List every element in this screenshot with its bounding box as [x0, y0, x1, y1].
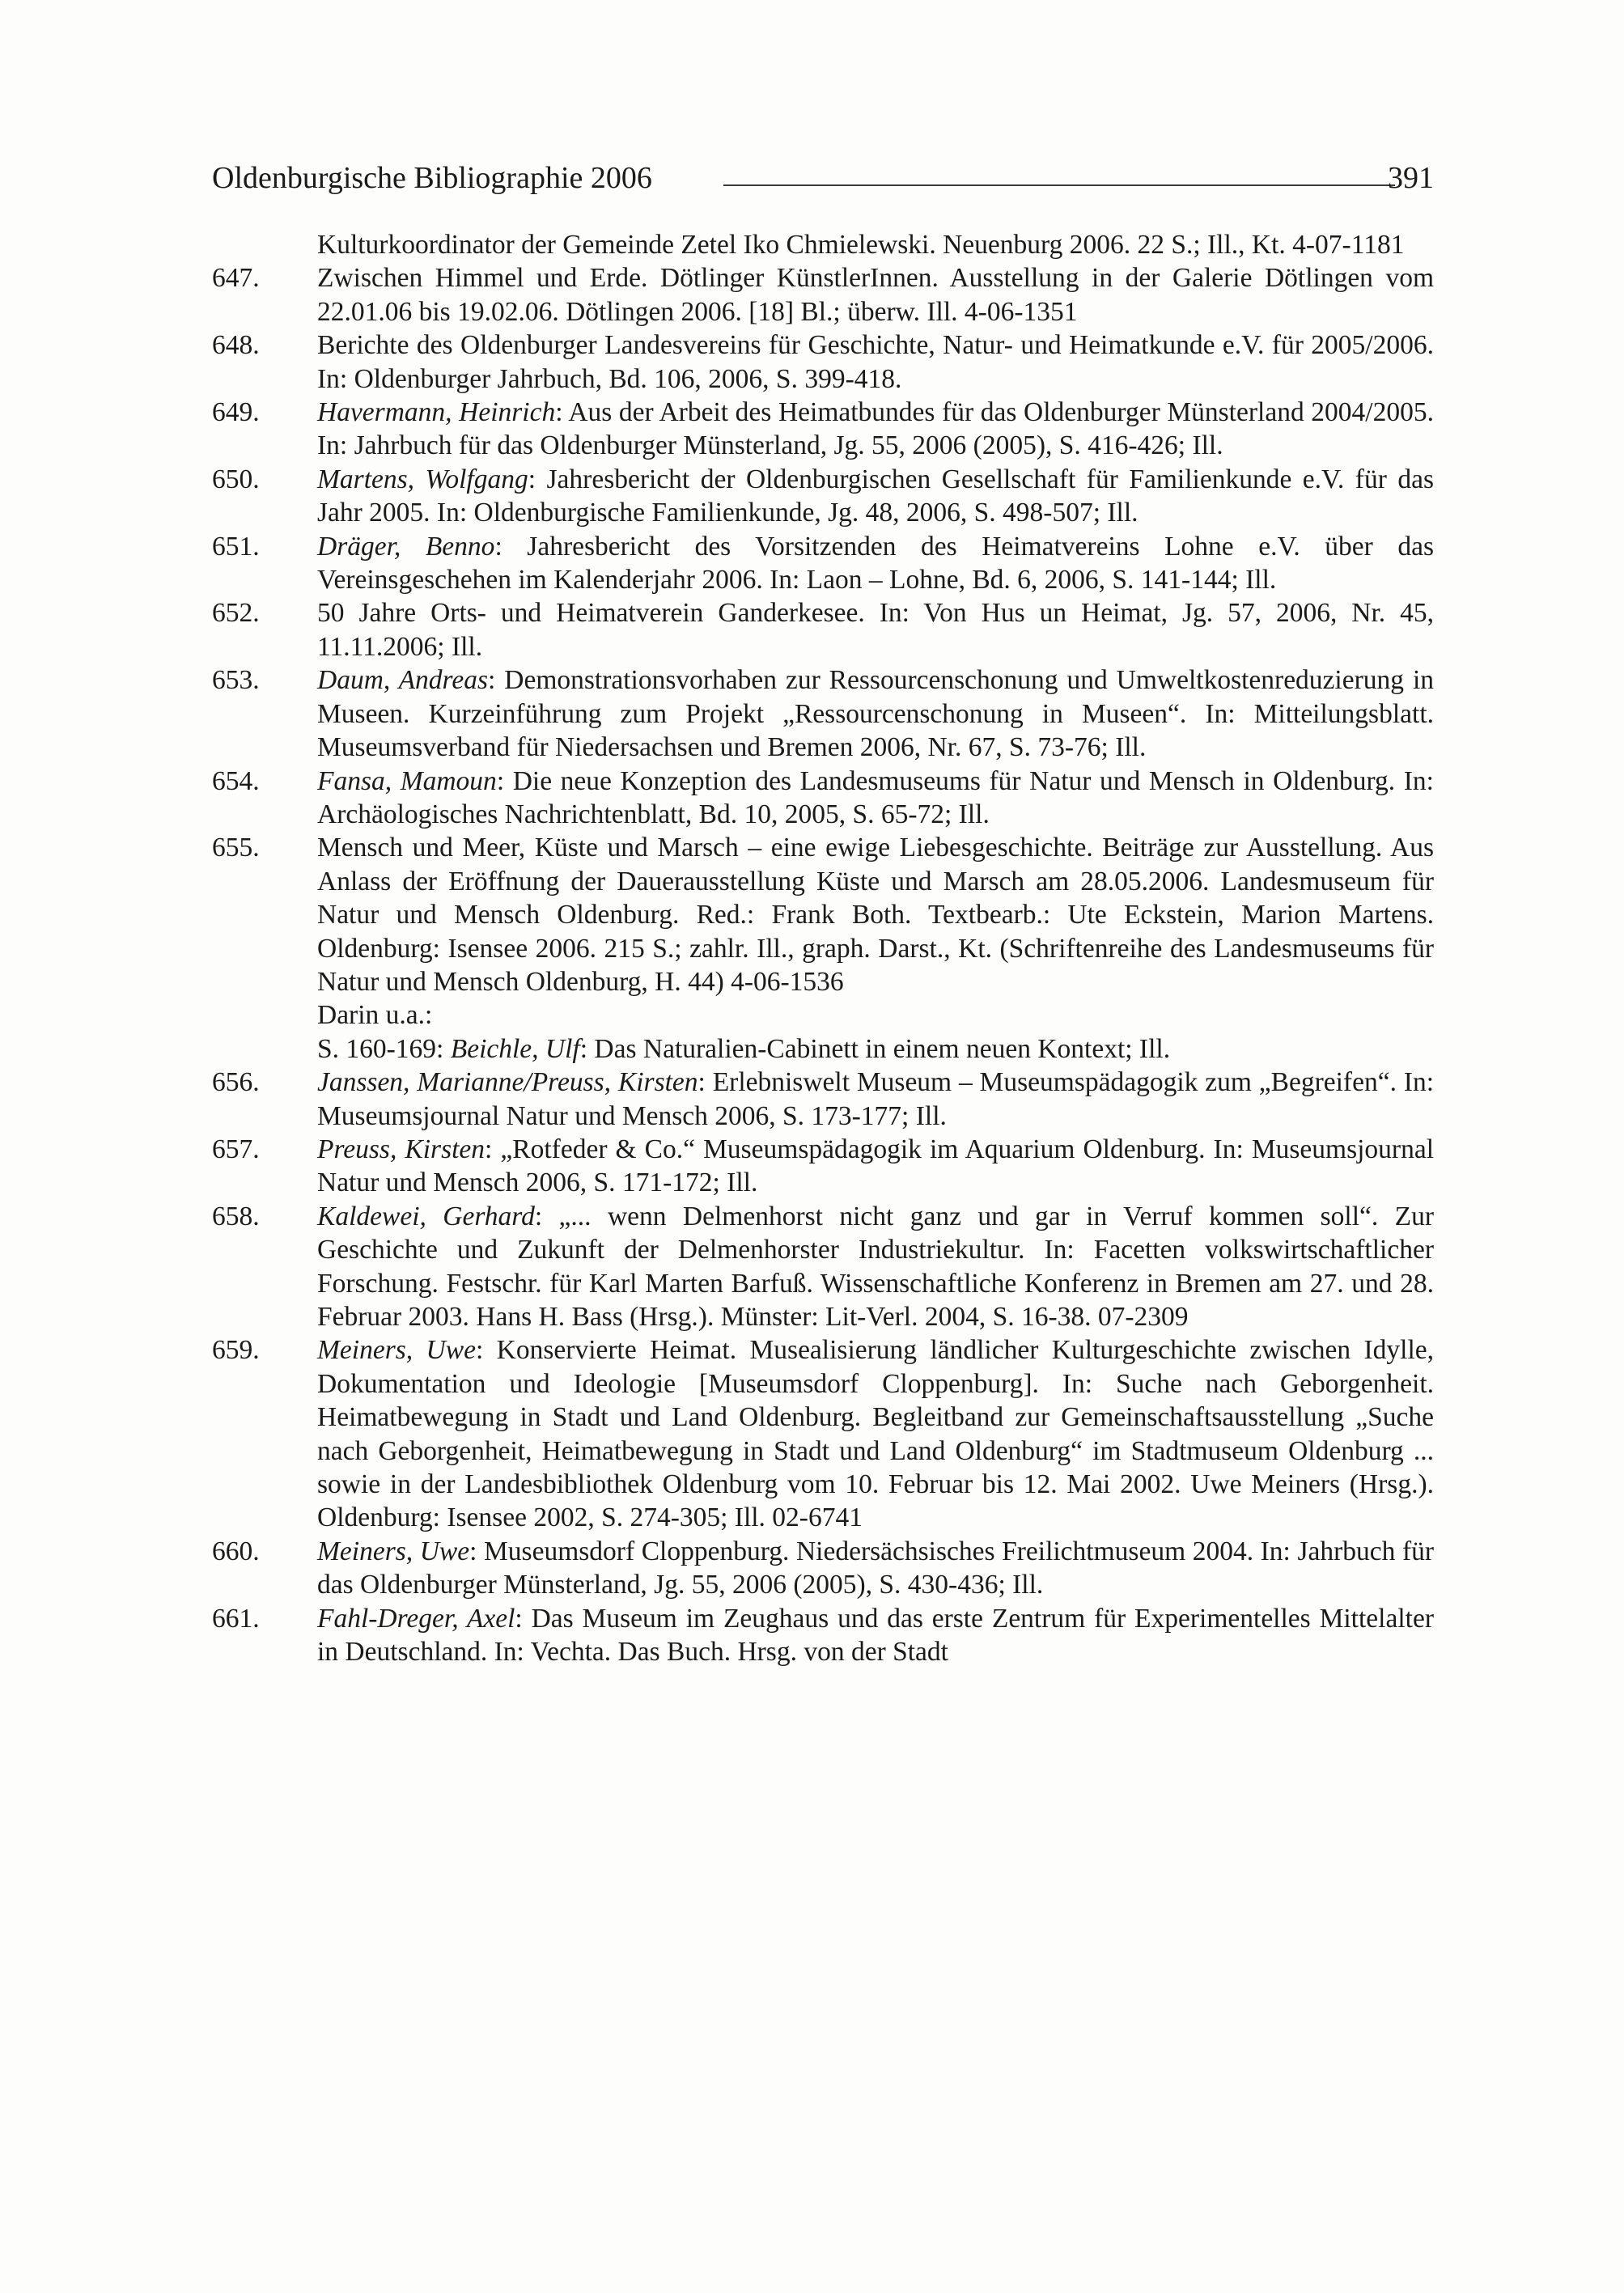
bibliography-entry [212, 1200, 1434, 1334]
entry-text: : Erlebniswelt Museum – Museumspädagogik zum „Begreifen“. In: Museumsjournal Natur und Mensch 2006, S. 173-177; Ill. [317, 1067, 1435, 1131]
entry-contained-item [317, 1032, 1434, 1066]
bibliography-entry [212, 1066, 1434, 1133]
bibliography-entry [212, 1133, 1434, 1200]
entry-text: : „... wenn Delmenhorst nicht ganz und gar in Verruf kommen soll“. Zur Geschichte und Zukunft der Delmenhorster Industriekultur. In: Facetten volkswirtschaftlicher Forschung. Festschr. für Karl Marten Barfuß. Wissenschaftliche Konferenz in Bremen am 27. und 28. Februar 2003. Hans H. Bass (Hrsg.). Münster: Lit-Verl. 2004, S. 16-38. 07-2309 [317, 1201, 1435, 1332]
contained-pages: S. 160-169: [317, 1033, 451, 1064]
entry-text: : Aus der Arbeit des Heimatbundes für das Oldenburger Münsterland 2004/2005. In: Jahrbuch für das Oldenburger Münsterland, Jg. 55, 2006 (2005), S. 416-426; Ill. [317, 397, 1434, 461]
entry-number: 647. [212, 263, 260, 294]
entry-text: : Die neue Konzeption des Landesmuseums für Natur und Mensch in Oldenburg. In: Archäologisches Nachrichtenblatt, Bd. 10, 2005, S. 65-72; Ill. [317, 765, 1434, 829]
entry-text: : Demonstrationsvorhaben zur Ressourcenschonung und Umweltkostenreduzierung in Museen. Kurzeinführung zum Projekt „Ressourcenschonung in Museen“. In: Mitteilungsblatt. Museumsverband für Niedersachsen und Bremen 2006, Nr. 67, S. 73-76; Ill. [317, 665, 1435, 763]
entry-author: Preuss, Kirsten [317, 1134, 486, 1164]
contained-text: : Das Naturalien-Cabinett in einem neuen Kontext; Ill. [579, 1033, 1171, 1064]
entry-author: Fansa, Mamoun [317, 765, 497, 796]
entry-author: Dräger, Benno [317, 531, 495, 562]
header-title: Oldenburgische Bibliographie 2006 [212, 161, 652, 195]
entry-number: 660. [212, 1536, 260, 1566]
entry-number: 659. [212, 1335, 260, 1366]
entry-text: : „Rotfeder & Co.“ Museumspädagogik im Aquarium Oldenburg. In: Museumsjournal Natur und Mensch 2006, S. 171-172; Ill. [317, 1134, 1434, 1198]
entry-number: 651. [212, 531, 260, 562]
entry-number: 656. [212, 1067, 260, 1098]
bibliography-entry [212, 831, 1434, 1066]
page-number: 391 [1388, 161, 1434, 195]
entry-subheading: Darin u.a.: [317, 1000, 433, 1031]
bibliography-entry [212, 228, 1434, 261]
bibliography-entry [212, 396, 1434, 463]
bibliography-entry [212, 530, 1434, 597]
running-header [212, 159, 1434, 217]
entry-text: : Museumsdorf Cloppenburg. Niedersächsisches Freilichtmuseum 2004. In: Jahrbuch für das Oldenburger Münsterland, Jg. 55, 2006 (2005), S. 430-436; Ill. [317, 1536, 1435, 1600]
entry-number: 655. [212, 833, 260, 863]
bibliography-entry [212, 463, 1434, 530]
entry-author: Kaldewei, Gerhard [317, 1201, 535, 1231]
entry-author: Daum, Andreas [317, 665, 489, 696]
bibliography-entry [212, 261, 1434, 328]
entry-text: : Konservierte Heimat. Musealisierung ländlicher Kulturgeschichte zwischen Idylle, Dokumentation und Ideologie [Museumsdorf Cloppenburg]. In: Suche nach Geborgenheit. Heimatbewegung in Stadt und Land Oldenburg. Begleitband zur Gemeinschaftsausstellung „Suche nach Geborgenheit, Heimatbewegung in Stadt und Land Oldenburg“ im Stadtmuseum Oldenburg ... sowie in der Landesbibliothek Oldenburg vom 10. Februar bis 12. Mai 2002. Uwe Meiners (Hrsg.). Oldenburg: Isensee 2002, S. 274-305; Ill. 02-6741 [317, 1335, 1434, 1533]
entry-number: 649. [212, 397, 260, 428]
contained-author: Beichle, Ulf [450, 1033, 580, 1064]
entry-text: Kulturkoordinator der Gemeinde Zetel Iko Chmielewski. Neuenburg 2006. 22 S.; Ill., Kt. 4-07-1181 [317, 230, 1405, 260]
entry-number: 653. [212, 665, 260, 696]
entry-text: Berichte des Oldenburger Landesvereins für Geschichte, Natur- und Heimatkunde e.V. für 2005/2006. In: Oldenburger Jahrbuch, Bd. 106, 2006, S. 399-418. [317, 330, 1434, 394]
entry-text: : Jahresbericht des Vorsitzenden des Heimatvereins Lohne e.V. über das Vereinsgeschehen im Kalenderjahr 2006. In: Laon – Lohne, Bd. 6, 2006, S. 141-144; Ill. [317, 531, 1434, 596]
entry-number: 652. [212, 598, 260, 629]
entry-number: 658. [212, 1201, 260, 1231]
entry-author: Janssen, Marianne/Preuss, Kirsten [317, 1067, 698, 1098]
bibliography-entry [212, 1535, 1434, 1602]
entry-number: 661. [212, 1603, 260, 1634]
entry-author: Meiners, Uwe [317, 1536, 470, 1566]
entry-number: 657. [212, 1134, 260, 1164]
header-rule [723, 184, 1395, 186]
entry-text: : Das Museum im Zeughaus und das erste Zentrum für Experimentelles Mittelalter in Deutschland. In: Vechta. Das Buch. Hrsg. von der Stadt [317, 1603, 1434, 1668]
entry-text: : Jahresbericht der Oldenburgischen Gesellschaft für Familienkunde e.V. für das Jahr 2005. In: Oldenburgische Familienkunde, Jg. 48, 2006, S. 498-507; Ill. [317, 464, 1434, 528]
entry-author: Martens, Wolfgang [317, 464, 528, 494]
entry-text: Zwischen Himmel und Erde. Dötlinger KünstlerInnen. Ausstellung in der Galerie Dötlingen vom 22.01.06 bis 19.02.06. Dötlingen 2006. [18] Bl.; überw. Ill. 4-06-1351 [317, 263, 1434, 327]
entry-author: Fahl-Dreger, Axel [317, 1603, 515, 1634]
bibliography-list [212, 228, 1434, 1668]
entry-author: Havermann, Heinrich [317, 397, 556, 428]
entry-author: Meiners, Uwe [317, 1335, 476, 1366]
entry-text: 50 Jahre Orts- und Heimatverein Ganderkesee. In: Von Hus un Heimat, Jg. 57, 2006, Nr. 45, 11.11.2006; Ill. [317, 598, 1434, 662]
bibliography-entry [212, 663, 1434, 764]
bibliography-entry [212, 765, 1434, 832]
bibliography-entry [212, 1602, 1434, 1669]
bibliography-entry [212, 596, 1434, 663]
entry-number: 650. [212, 464, 260, 494]
bibliography-entry [212, 1333, 1434, 1534]
entry-number: 648. [212, 330, 260, 361]
entry-number: 654. [212, 765, 260, 796]
bibliography-entry [212, 328, 1434, 396]
entry-text: Mensch und Meer, Küste und Marsch – eine ewige Liebesgeschichte. Beiträge zur Ausstellung. Aus Anlass der Eröffnung der Dauerausstellung Küste und Marsch am 28.05.2006. Landesmuseum für Natur und Mensch Oldenburg. Red.: Frank Both. Textbearb.: Ute Eckstein, Marion Martens. Oldenburg: Isensee 2006. 215 S.; zahlr. Ill., graph. Darst., Kt. (Schriftenreihe des Landesmuseums für Natur und Mensch Oldenburg, H. 44) 4-06-1536 [317, 833, 1434, 997]
